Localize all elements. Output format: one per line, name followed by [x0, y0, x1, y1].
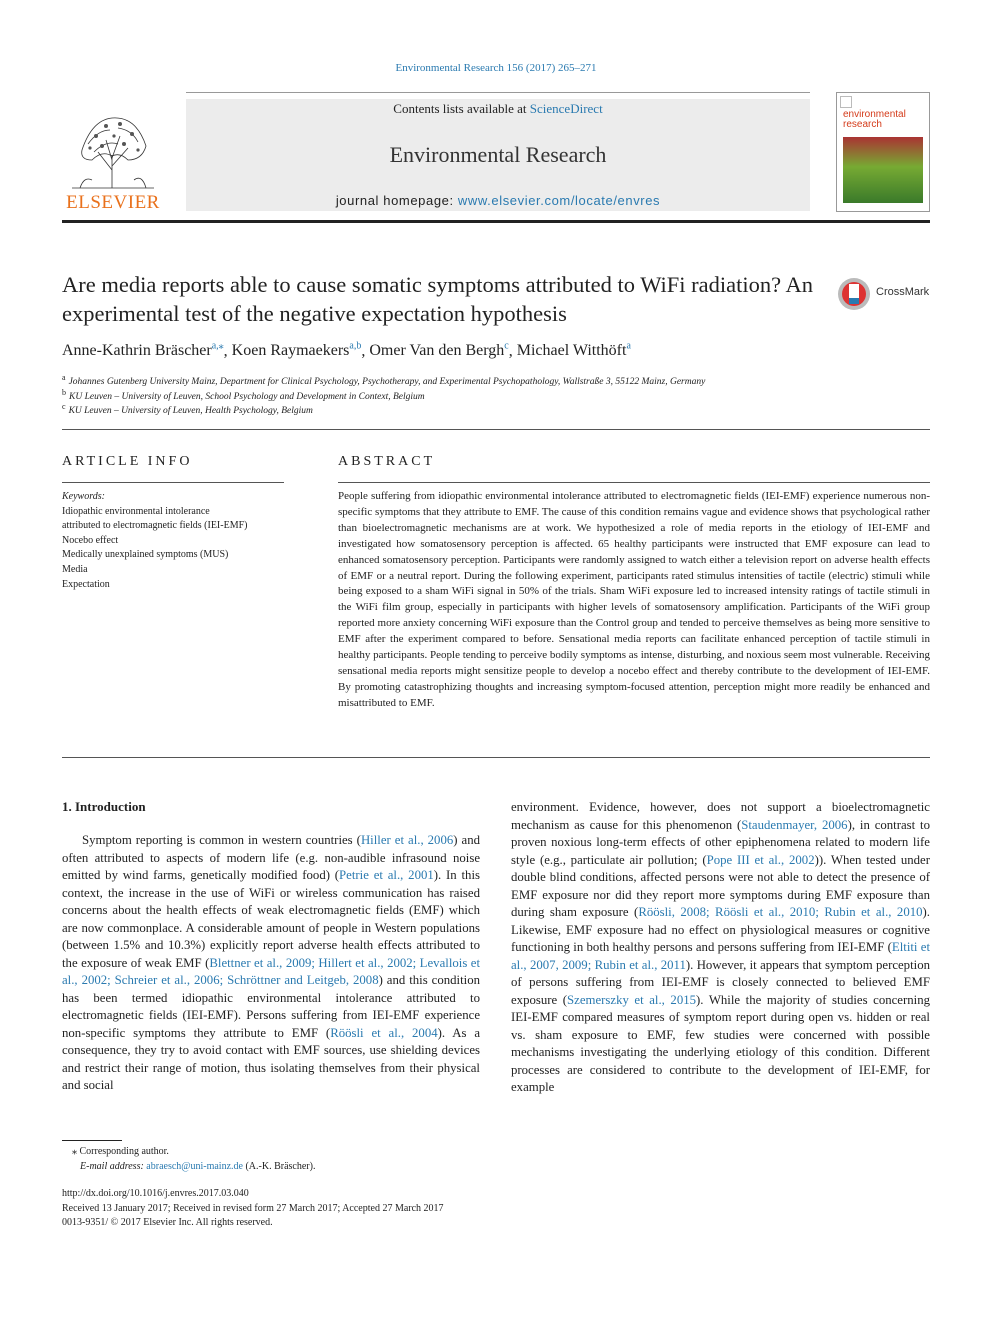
corresponding-author-note: ⁎ Corresponding author. [72, 1146, 169, 1157]
intro-column-1 [62, 832, 480, 1095]
introduction-heading: 1. Introduction [62, 799, 146, 814]
journal-homepage [186, 193, 810, 208]
citation-link[interactable]: Röösli et al., 2004 [330, 1025, 438, 1040]
abstract-rule [338, 482, 930, 483]
article-info-rule [62, 482, 284, 483]
body-text: ). In this context, the increase in the use of WiFi or wireless communication has raised concerns about the health effects of weak electromagnetic fields (EMF) which are now commonplace. A considerable amount of people in Western populations (between 1.5% and 10.3%) explicitly report adverse health effects attributed to the exposure of weak EMF ( [62, 868, 480, 970]
body-text: ). While the majority of studies concerning IEI-EMF compared measures of symptom report during open vs. hidden or real vs. sham exposure to EMF, few studies were concerned with possible mechanisms investigating the underlying etiology of this condition. Different processes are considered to contribute to the development of IEI-EMF, for example [511, 992, 930, 1094]
keyword: Idiopathic environmental intolerance [62, 505, 210, 517]
journal-title: Environmental Research [389, 142, 607, 167]
received-dates: Received 13 January 2017; Received in revised form 27 March 2017; Accepted 27 March 2017 [62, 1203, 444, 1214]
email-link[interactable]: abraesch@uni-mainz.de [146, 1161, 243, 1172]
journal-citation[interactable]: Environmental Research 156 (2017) 265–271 [395, 62, 597, 74]
body-text: Symptom reporting is common in western countries ( [82, 833, 361, 847]
crossmark-icon [836, 276, 872, 312]
body-text: ). However, it appears that symptom perception of persons suffering from IEI-EMF is closely connected to believed EMF exposure ( [511, 957, 930, 1007]
intro-column-2 [511, 799, 930, 1097]
section-divider [62, 429, 930, 430]
author[interactable]: Koen Raymaekers$^{a,b}$ [231, 341, 362, 360]
citation-link[interactable]: Pope III et al., 2002 [706, 852, 815, 867]
cover-title-line1: environmental [843, 109, 906, 120]
elsevier-wordmark: ELSEVIER [66, 192, 160, 213]
author-list: Anne-Kathrin Bräscher$^{a,⁎}$, Koen Raymaekers$^{a,b}$, Omer Van den Bergh$^c$, Michael Witthöft$^a$ [62, 341, 631, 360]
body-text: ) and often attributed to aspects of modern life (e.g. non-audible infrasound noise emitted by wind farms, genetically modified food) ( [62, 833, 481, 882]
homepage-link[interactable]: www.elsevier.com/locate/envres [457, 193, 661, 208]
header-top-rule [186, 92, 810, 93]
journal-cover[interactable] [836, 92, 930, 212]
body-text: environment. Evidence, however, does not support a bioelectromagnetic mechanism as cause for this phenomenon ( [511, 800, 930, 832]
article-info-heading: ARTICLE INFO [62, 454, 193, 469]
citation-link[interactable]: Staudenmayer, 2006 [741, 817, 848, 832]
author[interactable]: Michael Witthöft$^a$ [516, 341, 631, 360]
citation-link[interactable]: Hiller et al., 2006 [360, 833, 454, 847]
body-text: ) and this condition has been termed idiopathic environmental intolerance attributed to electromagnetic fields (IEI-EMF). Persons suffering from IEI-EMF experience non-specific symptoms they attribute to EMF ( [62, 973, 480, 1040]
abstract-heading: ABSTRACT [338, 454, 436, 469]
citation-link[interactable]: Szemerszky et al., 2015 [567, 992, 697, 1007]
keyword: Medically unexplained symptoms (MUS) [62, 549, 229, 561]
citation-link[interactable]: Röösli, 2008; Röösli et al., 2010; Rubin et al., 2010 [638, 905, 923, 919]
abstract-bottom-rule [62, 757, 930, 758]
keyword: Nocebo effect [62, 534, 119, 546]
contents-available [186, 101, 810, 117]
body-text: ). Likewise, EMF exposure had no effect on physiological measures or cognitive functioning in both healthy persons and persons suffering from IEI-EMF ( [511, 905, 930, 954]
doi-link[interactable]: http://dx.doi.org/10.1016/j.envres.2017.03.040 [62, 1188, 249, 1199]
header-bottom-rule [62, 220, 930, 223]
affiliation: $^c$ KU Leuven – University of Leuven, Health Psychology, Belgium [62, 402, 313, 417]
author[interactable]: Anne-Kathrin Bräscher$^{a,⁎}$ [62, 341, 224, 360]
keywords-label: Keywords: [62, 491, 105, 502]
affiliation: $^a$ Johannes Gutenberg University Mainz, Department for Clinical Psychology, Psychotherapy, and Experimental Psychopathology, Wallstraße 3, 55122 Mainz, Germany [62, 373, 706, 388]
contents-prefix: Contents lists available at [393, 101, 527, 116]
cover-title-line2: research [843, 119, 882, 130]
keyword: attributed to electromagnetic fields (IEI-EMF) [62, 520, 248, 532]
copyright-line: 0013-9351/ © 2017 Elsevier Inc. All rights reserved. [62, 1217, 273, 1228]
body-text: )). When tested under double blind conditions, affected persons were not able to detect the presence of EMF exposure nor did they report more symptoms during EMF exposure than during sham exposure ( [511, 852, 930, 919]
author[interactable]: Omer Van den Bergh$^c$ [369, 341, 509, 360]
keyword: Media [62, 563, 88, 575]
affiliation: $^b$ KU Leuven – University of Leuven, School Psychology and Development in Context, Belgium [62, 388, 425, 403]
body-text: ), in contrast to proven noxious long-term effects of other epiphenomena related to modern life style (e.g., particulate air pollution; ( [511, 817, 931, 867]
crossmark-badge[interactable] [836, 276, 932, 312]
body-text: ). As a consequence, they try to avoid contact with EMF sources, use shielding devices and restrict their range of motion, thus isolating themselves from their physical and social [62, 1025, 481, 1092]
article-title: Are media reports able to cause somatic symptoms attributed to WiFi radiation? An experimental test of the negative expectation hypothesis [62, 272, 814, 326]
abstract-text: People suffering from idiopathic environmental intolerance attributed to electromagnetic fields (IEI-EMF) experience numerous non-specific symptoms that they attribute to EMF. The cause of this condition remains vague and evidence shows that psychological rather than bioelectromagnetic mechanisms are at work. We hypothesized a role of media reports in the etiology of IEI-EMF and investigated how somatosensory perception is affected. 65 healthy participants were instructed that EMF exposure can lead to enhanced somatosensory perception. Participants were randomly assigned to watch either a television report on adverse health effects of EMF or a neutral report. During the following experiment, participants rated stimulus intensities of tactile (electric) stimuli while being exposed to a sham WiFi signal in 50% of the trials. Sham WiFi exposure led to increased intensity ratings of tactile stimuli in the WiFi film group, especially in participants with higher levels of somatosensory amplification. Participants of the WiFi group reported more anxiety concerning WiFi exposure than the Control group and tended to perceive themselves as being more sensitive to EMF after the experiment compared to before. Sensational media reports can facilitate enhanced perception of tactile stimuli in healthy participants. People tending to perceive bodily symptoms as intense, disturbing, and noxious seem most vulnerable. Receiving sensational media reports might sensitize people to develop a nocebo effect and thereby contribute to the development of IEI-EMF. By promoting catastrophizing thoughts and increasing symptom-focused attention, perception might more readily be enhanced and misattributed to EMF. [338, 490, 930, 709]
keywords-block [62, 490, 292, 592]
crossmark-label: CrossMark [876, 286, 930, 298]
cover-corner-mark [840, 96, 852, 108]
homepage-prefix: journal homepage: [335, 193, 454, 208]
keyword: Expectation [62, 578, 110, 590]
cover-image [843, 137, 923, 203]
sciencedirect-link[interactable]: ScienceDirect [529, 101, 603, 116]
email-note: E-mail address: abraesch@uni-mainz.de (A.-K. Bräscher). [80, 1161, 316, 1172]
footnote-rule [62, 1140, 122, 1141]
citation-link[interactable]: Eltiti et al., 2007, 2009; Rubin et al., 2011 [511, 940, 931, 972]
citation-link[interactable]: Blettner et al., 2009; Hillert et al., 2002; Levallois et al., 2002; Schreier et al., 2006; Schröttner and Leitgeb, 2008 [62, 955, 480, 987]
citation-link[interactable]: Petrie et al., 2001 [339, 868, 434, 882]
